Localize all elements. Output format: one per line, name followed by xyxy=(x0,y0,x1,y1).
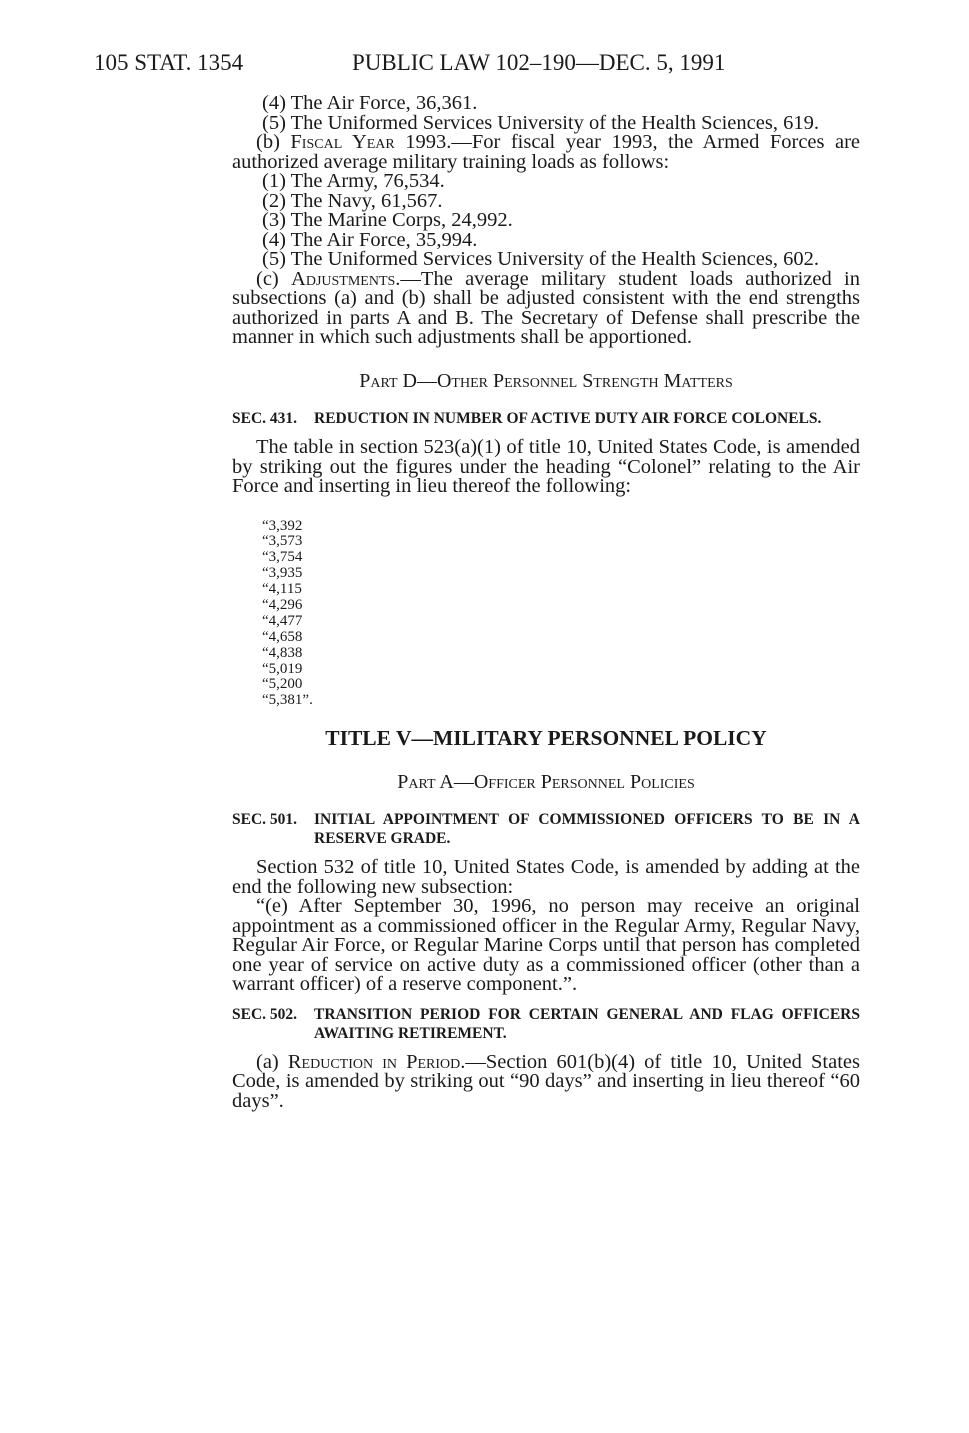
section-title: REDUCTION IN NUMBER OF ACTIVE DUTY AIR FORCE COLONELS. xyxy=(314,410,822,427)
list-item: “4,296 xyxy=(262,596,303,613)
subsection-heading: Fiscal Year 1993 xyxy=(290,131,447,153)
list-item: (4) The Air Force, 35,994. xyxy=(262,228,478,251)
list-item: (1) The Army, 76,534. xyxy=(262,170,445,192)
quoted-subsection: “(e) After September 30, 1996, no person may receive an original appointment as a commissioned officer in the Regular Army, Regular Navy, Regular Air Force, or Regular Marine Corps until that person has completed one year of service on active duty as a commissioned officer (other than a warrant officer) of a reserve component.”. xyxy=(232,895,860,996)
section-heading xyxy=(232,1005,860,1043)
list-item: (3) The Marine Corps, 24,992. xyxy=(262,209,513,231)
list-item: “4,658 xyxy=(262,628,303,645)
list-item: “4,477 xyxy=(262,612,303,629)
list-item: “5,381”. xyxy=(262,692,313,709)
list-item: “3,573 xyxy=(262,533,303,550)
running-title: PUBLIC LAW 102–190—DEC. 5, 1991 xyxy=(352,50,726,75)
subsection-fiscal-year-1993: (b) Fiscal Year 1993.—For fiscal year 1993, the Armed Forces are authorized average military training loads as follows: xyxy=(232,131,860,173)
list-item: (5) The Uniformed Services University of the Health Sciences, 619. xyxy=(262,111,819,134)
subsection-heading: Reduction in Period xyxy=(287,1050,461,1073)
page-header xyxy=(94,48,874,78)
list-item: (4) The Air Force, 36,361. xyxy=(262,92,478,114)
subsection-heading: Adjustments xyxy=(291,267,396,290)
part-heading: Part A—Officer Personnel Policies xyxy=(397,770,695,793)
section-heading xyxy=(232,409,860,428)
section-number: SEC. 431. xyxy=(232,410,298,427)
section-title: TRANSITION PERIOD FOR CERTAIN GENERAL AND FLAG OFFICERS AWAITING RETIREMENT. xyxy=(314,1005,860,1042)
list-item: (2) The Navy, 61,567. xyxy=(262,189,443,212)
list-item: “3,754 xyxy=(262,549,303,566)
section-text: Section 532 of title 10, United States Code, is amended by adding at the end the following new subsection: xyxy=(232,856,860,898)
list-item: “3,935 xyxy=(262,565,303,582)
list-item: “5,019 xyxy=(262,660,303,677)
list-item: “4,838 xyxy=(262,644,303,661)
section-heading xyxy=(232,810,860,848)
page-number: 105 STAT. 1354 xyxy=(94,50,244,75)
section-title: INITIAL APPOINTMENT OF COMMISSIONED OFFICERS TO BE IN A RESERVE GRADE. xyxy=(314,811,860,848)
section-number: SEC. 502. xyxy=(232,1005,298,1023)
list-item: (5) The Uniformed Services University of the Health Sciences, 602. xyxy=(262,248,819,270)
document-body xyxy=(232,94,860,1111)
title-heading: TITLE V—MILITARY PERSONNEL POLICY xyxy=(325,726,767,751)
section-text: The table in section 523(a)(1) of title 10, United States Code, is amended by striking out the figures under the heading “Colonel” relating to the Air Force and inserting in lieu thereof the following: xyxy=(232,436,860,497)
subsection-reduction-in-period: (a) Reduction in Period.—Section 601(b)(4) of title 10, United States Code, is amended by striking out “90 days” and inserting in lieu thereof “60 days”. xyxy=(232,1050,860,1112)
list-item: “5,200 xyxy=(262,676,303,693)
subsection-adjustments: (c) Adjustments.—The average military student loads authorized in subsections (a) and (b) shall be adjusted consistent with the end strengths authorized in parts A and B. The Secretary of Defense shall prescribe the manner in which such adjustments shall be apportioned. xyxy=(232,267,860,348)
colonel-figures-list xyxy=(232,519,860,710)
part-heading: Part D—Other Personnel Strength Matters xyxy=(359,369,733,392)
section-number: SEC. 501. xyxy=(232,811,298,829)
list-item: “3,392 xyxy=(262,517,303,534)
list-item: “4,115 xyxy=(262,581,302,598)
